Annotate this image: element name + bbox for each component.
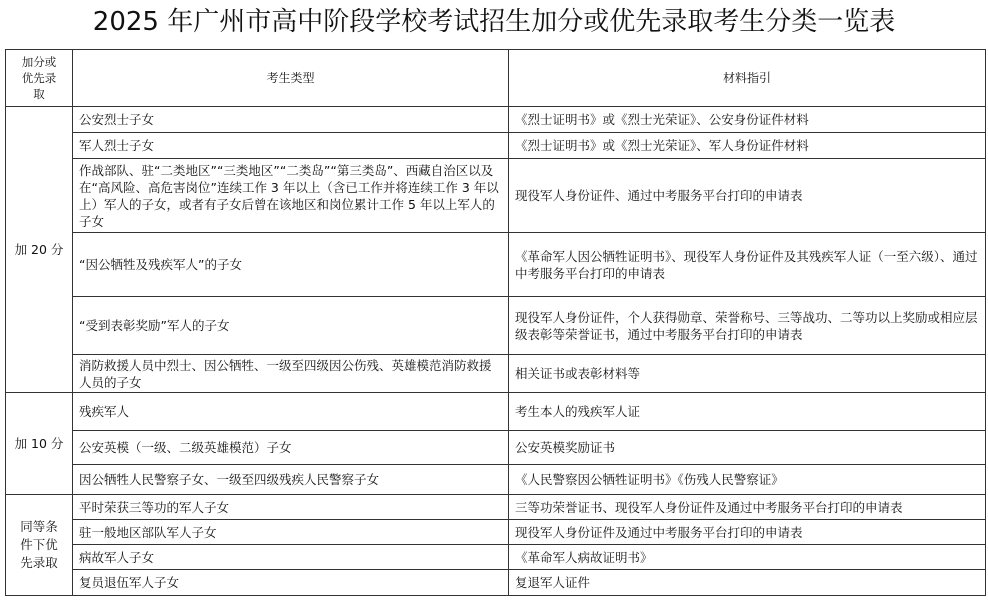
group-label-priority: 同等条件下优先录取 bbox=[6, 495, 73, 596]
table-row bbox=[6, 570, 986, 596]
material-cell: 现役军人身份证件及通过中考服务平台打印的申请表 bbox=[509, 520, 986, 545]
header-student-type: 考生类型 bbox=[73, 50, 509, 107]
material-cell: 《革命军人病故证明书》 bbox=[509, 545, 986, 570]
material-cell: 现役军人身份证件、通过中考服务平台打印的申请表 bbox=[509, 159, 986, 233]
material-cell: 公安英模奖励证书 bbox=[509, 431, 986, 465]
student-type-cell: “因公牺牲及残疾军人”的子女 bbox=[73, 233, 509, 297]
table-row bbox=[6, 520, 986, 545]
material-cell: 《烈士证明书》或《烈士光荣证》、军人身份证件材料 bbox=[509, 133, 986, 159]
student-type-cell: 公安烈士子女 bbox=[73, 107, 509, 133]
material-cell: 复退军人证件 bbox=[509, 570, 986, 596]
table-row bbox=[6, 133, 986, 159]
table-row bbox=[6, 465, 986, 495]
category-table bbox=[5, 49, 986, 596]
material-cell: 《烈士证明书》或《烈士光荣证》、公安身份证件材料 bbox=[509, 107, 986, 133]
student-type-cell: 因公牺牲人民警察子女、一级至四级残疾人民警察子女 bbox=[73, 465, 509, 495]
student-type-cell: 军人烈士子女 bbox=[73, 133, 509, 159]
table-row bbox=[6, 495, 986, 520]
student-type-cell: 残疾军人 bbox=[73, 393, 509, 431]
material-cell: 三等功荣誉证书、现役军人身份证件及通过中考服务平台打印的申请表 bbox=[509, 495, 986, 520]
student-type-cell: “受到表彰奖励”军人的子女 bbox=[73, 297, 509, 355]
student-type-cell: 病故军人子女 bbox=[73, 545, 509, 570]
student-type-cell: 消防救援人员中烈士、因公牺牲、一级至四级因公伤残、英雄模范消防救援人员的子女 bbox=[73, 355, 509, 393]
group-label-20: 加 20 分 bbox=[6, 107, 73, 393]
table-row bbox=[6, 107, 986, 133]
table-row bbox=[6, 431, 986, 465]
header-category: 加分或优先录取 bbox=[6, 50, 73, 107]
table-row bbox=[6, 159, 986, 233]
student-type-cell: 驻一般地区部队军人子女 bbox=[73, 520, 509, 545]
table-row bbox=[6, 355, 986, 393]
student-type-cell: 平时荣获三等功的军人子女 bbox=[73, 495, 509, 520]
student-type-cell: 作战部队、驻“二类地区”“三类地区”“二类岛”“第三类岛”、西藏自治区以及在“高风险、高危害岗位”连续工作 3 年以上（含已工作并将连续工作 3 年以上）军人的子女，或者有子女后曾在该地区和岗位累计工作 5 年以上军人的子女 bbox=[73, 159, 509, 233]
material-cell: 现役军人身份证件，个人获得勋章、荣誉称号、三等战功、二等功以上奖励或相应层级表彰等荣誉证书，通过中考服务平台打印的申请表 bbox=[509, 297, 986, 355]
table-row bbox=[6, 393, 986, 431]
material-cell: 考生本人的残疾军人证 bbox=[509, 393, 986, 431]
table-row bbox=[6, 233, 986, 297]
table-row bbox=[6, 297, 986, 355]
material-cell: 《人民警察因公牺牲证明书》《伤残人民警察证》 bbox=[509, 465, 986, 495]
group-label-10: 加 10 分 bbox=[6, 393, 73, 495]
material-cell: 相关证书或表彰材料等 bbox=[509, 355, 986, 393]
table-row bbox=[6, 545, 986, 570]
header-row bbox=[6, 50, 986, 107]
student-type-cell: 复员退伍军人子女 bbox=[73, 570, 509, 596]
material-cell: 《革命军人因公牺牲证明书》、现役军人身份证件及其残疾军人证（一至六级）、通过中考服务平台打印的申请表 bbox=[509, 233, 986, 297]
student-type-cell: 公安英模（一级、二级英雄模范）子女 bbox=[73, 431, 509, 465]
page-title: 2025 年广州市高中阶段学校考试招生加分或优先录取考生分类一览表 bbox=[92, 7, 896, 37]
header-material-guide: 材料指引 bbox=[509, 50, 986, 107]
